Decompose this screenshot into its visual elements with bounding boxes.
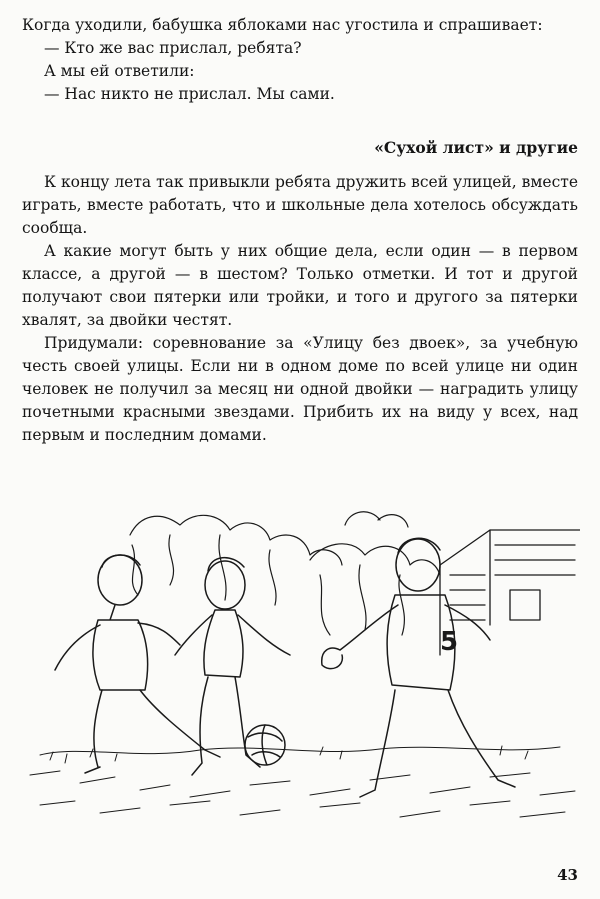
paragraph-answer-intro: А мы ей ответили: [44, 62, 195, 80]
section-heading: «Сухой лист» и другие [374, 138, 578, 157]
boy-middle [175, 558, 290, 775]
football-illustration [20, 505, 580, 825]
dialog-line-question: — Кто же вас прислал, ребята? [44, 39, 302, 57]
dialog-line-answer: — Нас никто не прислал. Мы сами. [44, 85, 335, 103]
paragraph-3: Придумали: соревнование за «Улицу без двоек», за учебную честь своей улицы. Если ни в одном доме по всей улице ни один человек не получил за месяц ни одной двойки — наградить улицу почетными красными звездами. Прибить их на виду у всех, над первым и последним домами. [22, 334, 578, 444]
boy-goalkeeper [322, 538, 515, 797]
boy-left [55, 555, 220, 773]
text-block [22, 14, 578, 447]
football [245, 725, 285, 765]
ground [30, 746, 575, 817]
paragraph-1: К концу лета так привыкли ребята дружить всей улицей, вместе играть, вместе работать, что и школьные дела хотелось обсуждать сообща. [22, 173, 578, 237]
paragraph-grandmother: Когда уходили, бабушка яблоками нас угостила и спрашивает: [22, 16, 543, 34]
paragraph-2: А какие могут быть у них общие дела, если один — в первом классе, а другой — в шестом? Только отметки. И тот и другой получают свои пятерки или тройки, и того и другого за пятерки хвалят, за двойки честят. [22, 242, 578, 329]
house [440, 530, 580, 655]
background-trees [130, 512, 440, 635]
page-number: 43 [557, 866, 578, 884]
jersey-number: 5 [440, 627, 459, 657]
